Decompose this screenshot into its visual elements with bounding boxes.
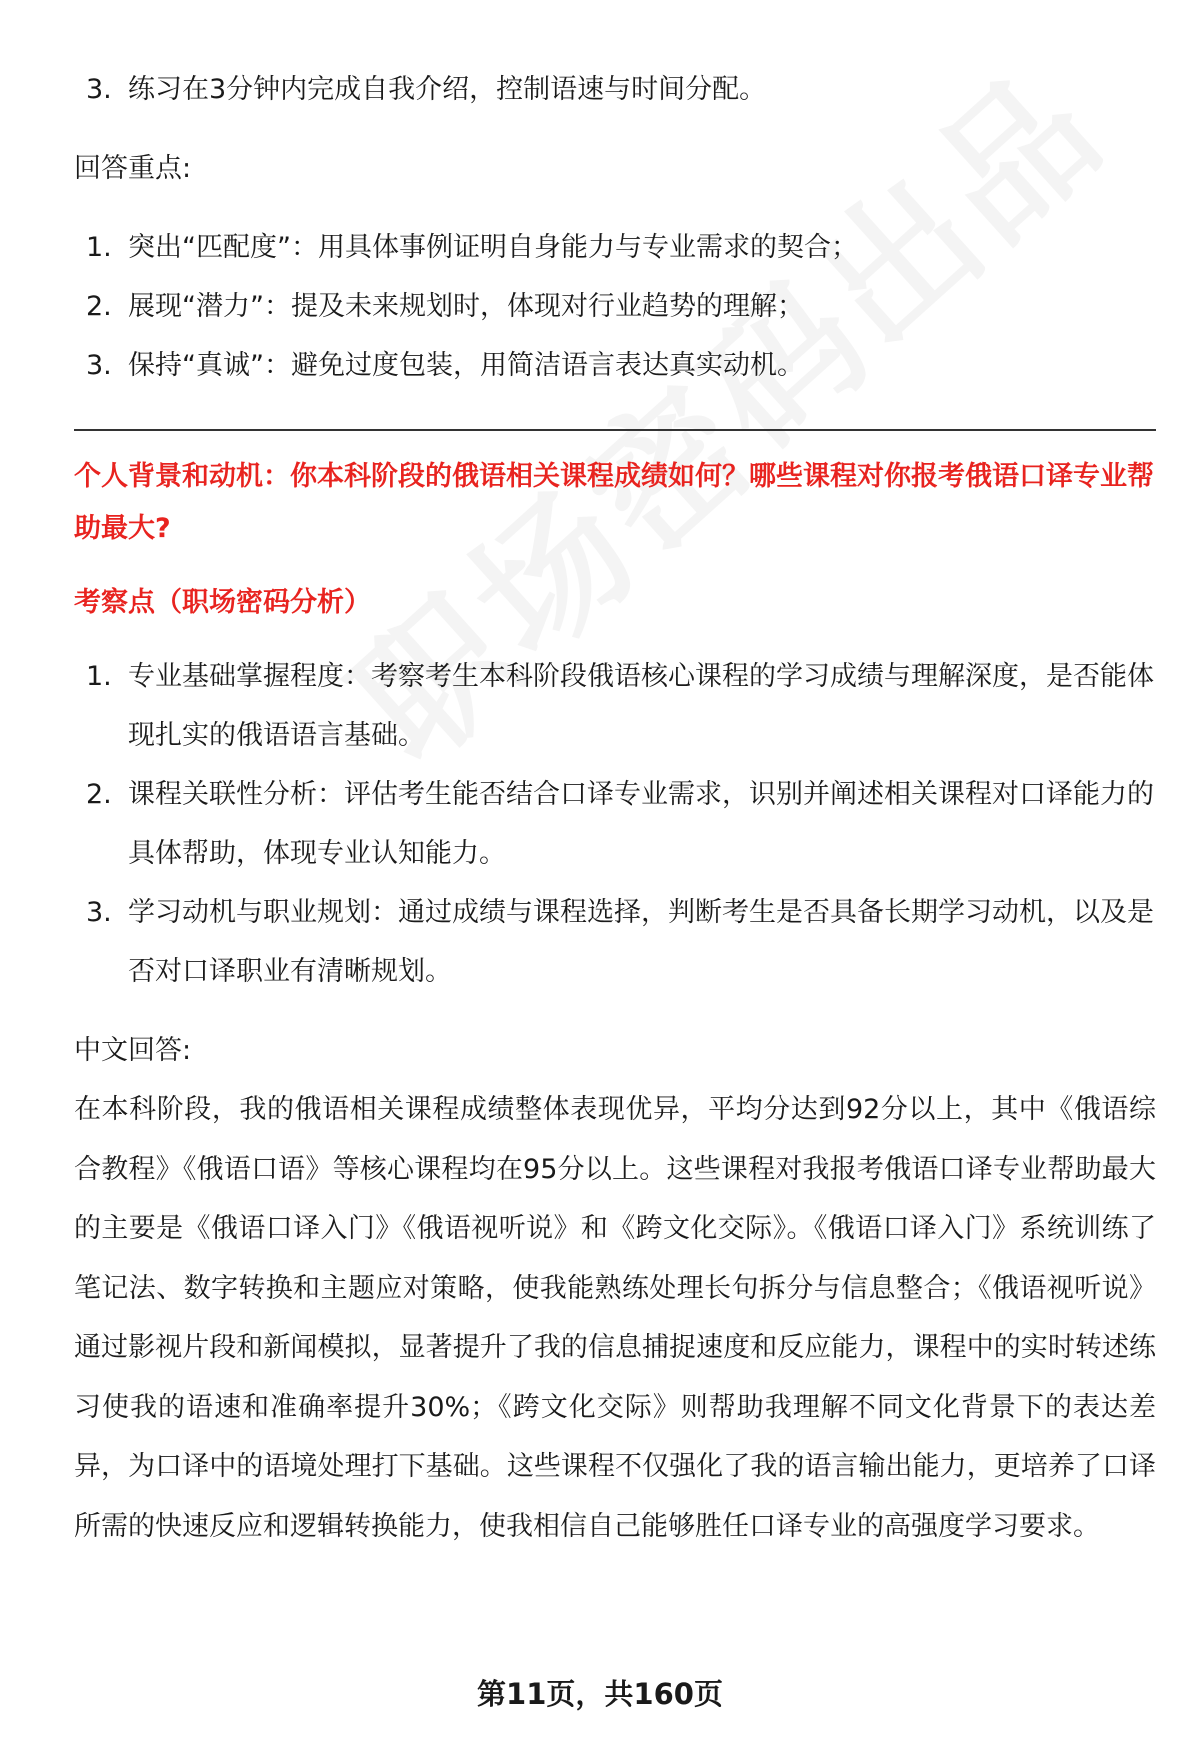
list-item xyxy=(74,647,1156,765)
answer-label: 中文回答: xyxy=(74,1035,192,1066)
list-item-number: 1. xyxy=(86,232,112,263)
prev-list xyxy=(74,60,1156,119)
section-divider xyxy=(74,429,1156,431)
list-item-number: 3. xyxy=(86,350,112,381)
list-item-text: 课程关联性分析：评估考生能否结合口译专业需求，识别并阐述相关课程对口译能力的具体帮助，体现专业认知能力。 xyxy=(128,779,1154,869)
list-item-text: 保持“真诚”：避免过度包装，用简洁语言表达真实动机。 xyxy=(128,350,804,381)
list-item-text: 练习在3分钟内完成自我介绍，控制语速与时间分配。 xyxy=(128,74,767,105)
list-item xyxy=(74,60,1156,119)
list-item-text: 专业基础掌握程度：考察考生本科阶段俄语核心课程的学习成绩与理解深度，是否能体现扎实的俄语语言基础。 xyxy=(128,661,1154,751)
list-item-text: 展现“潜力”：提及未来规划时，体现对行业趋势的理解； xyxy=(128,291,804,322)
list-item-number: 2. xyxy=(86,779,112,810)
list-item xyxy=(74,765,1156,883)
list-item xyxy=(74,277,1156,336)
list-item xyxy=(74,336,1156,395)
list-item-number: 3. xyxy=(86,897,112,928)
list-item xyxy=(74,883,1156,1001)
exam-points-label: 考察点（职场密码分析） xyxy=(74,587,371,618)
answer-paragraph: 在本科阶段，我的俄语相关课程成绩整体表现优异，平均分达到92分以上，其中《俄语综合教程》《俄语口语》等核心课程均在95分以上。这些课程对我报考俄语口译专业帮助最大的主要是《俄语口译入门》《俄语视听说》和《跨文化交际》。《俄语口译入门》系统训练了笔记法、数字转换和主题应对策略，使我能熟练处理长句拆分与信息整合；《俄语视听说》通过影视片段和新闻模拟，显著提升了我的信息捕捉速度和反应能力，课程中的实时转述练习使我的语速和准确率提升30%；《跨文化交际》则帮助我理解不同文化背景下的表达差异，为口译中的语境处理打下基础。这些课程不仅强化了我的语言输出能力，更培养了口译所需的快速反应和逻辑转换能力，使我相信自己能够胜任口译专业的高强度学习要求。 xyxy=(74,1094,1156,1542)
list-item-text: 突出“匹配度”：用具体事例证明自身能力与专业需求的契合； xyxy=(128,232,858,263)
list-item xyxy=(74,218,1156,277)
question-title: 个人背景和动机：你本科阶段的俄语相关课程成绩如何？哪些课程对你报考俄语口译专业帮助最大? xyxy=(74,461,1154,544)
list-item-number: 3. xyxy=(86,74,112,105)
answer-focus-label: 回答重点: xyxy=(74,153,192,184)
exam-points-list xyxy=(74,647,1156,1001)
list-item-number: 2. xyxy=(86,291,112,322)
page-content xyxy=(74,0,1156,1556)
list-item-number: 1. xyxy=(86,661,112,692)
page-number: 第11页，共160页 xyxy=(477,1677,723,1711)
answer-focus-list xyxy=(74,218,1156,395)
list-item-text: 学习动机与职业规划：通过成绩与课程选择，判断考生是否具备长期学习动机，以及是否对口译职业有清晰规划。 xyxy=(128,897,1154,987)
